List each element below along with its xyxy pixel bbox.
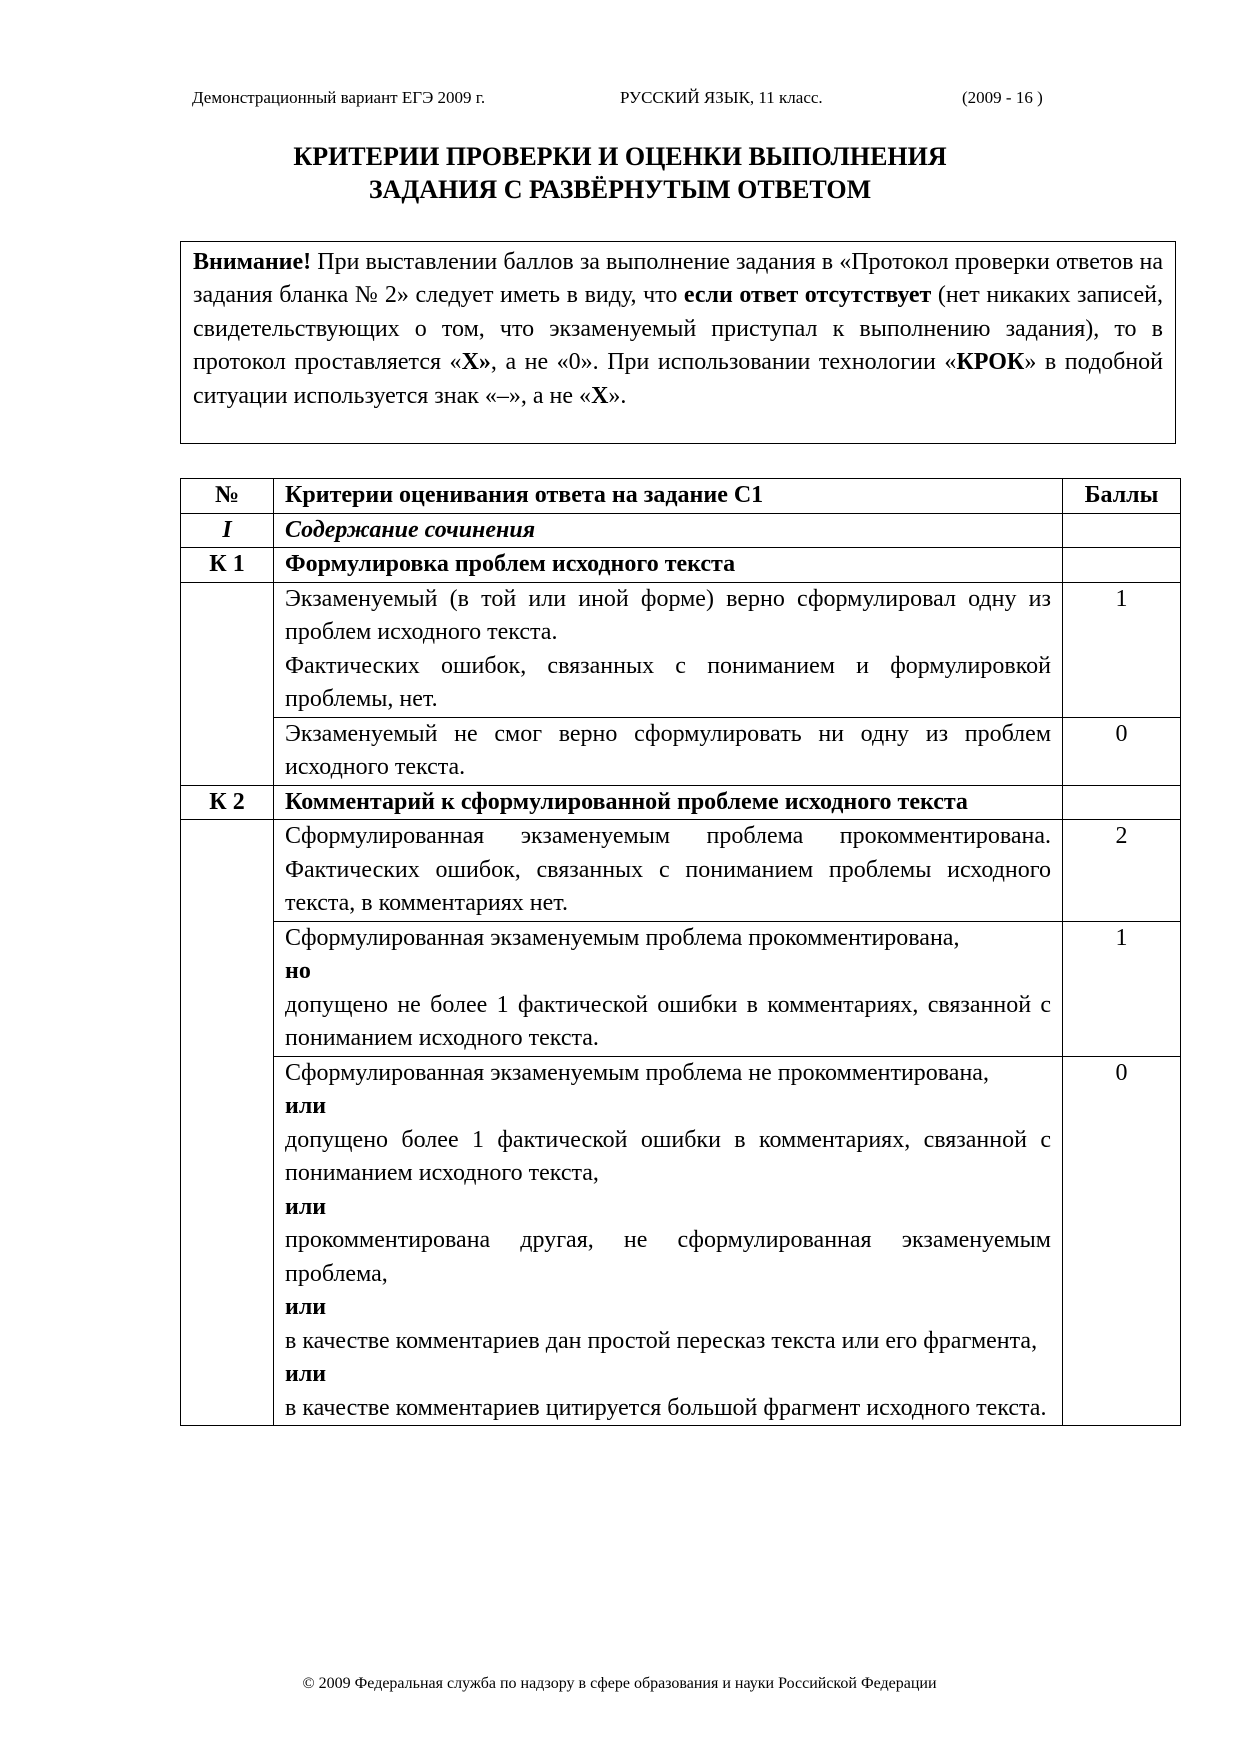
k2-criterion-3-text-2: допущено более 1 фактической ошибки в комментариях, связанной с пониманием исходного текста, xyxy=(285,1126,1051,1186)
k2-title-row xyxy=(181,785,1181,820)
k2-criterion-3 xyxy=(274,1056,1063,1426)
k1-num-empty xyxy=(181,582,274,785)
notice-text-4: » в подобной ситуации используется знак «–», а не « xyxy=(193,349,1164,409)
k2-criterion-2-points: 1 xyxy=(1063,921,1181,1056)
k2-num: К 2 xyxy=(181,785,274,820)
k2-num-empty xyxy=(181,820,274,1426)
k2-criterion-2-sep: но xyxy=(285,958,311,984)
k1-criterion-1-text-1: Экзаменуемый (в той или иной форме) верно сформулировал одну из проблем исходного текста. xyxy=(285,585,1051,645)
k2-criterion-3-sep-2: или xyxy=(285,1193,327,1220)
k2-title: Комментарий к сформулированной проблеме исходного текста xyxy=(274,785,1063,820)
notice-bold-x-2: Х xyxy=(591,382,609,409)
page-footer: © 2009 Федеральная служба по надзору в сфере образования и науки Российской Федерации xyxy=(302,1675,937,1692)
title-line-1: КРИТЕРИИ ПРОВЕРКИ И ОЦЕНКИ ВЫПОЛНЕНИЯ xyxy=(293,142,947,171)
section-title: Содержание сочинения xyxy=(274,513,1063,548)
page-title xyxy=(170,140,1070,206)
attention-notice xyxy=(180,241,1176,444)
k1-title: Формулировка проблем исходного текста xyxy=(274,548,1063,583)
notice-bold-no-answer: если ответ отсутствует xyxy=(683,282,932,309)
k2-criterion-3-sep-3: или xyxy=(285,1294,327,1320)
k2-criterion-2 xyxy=(274,921,1063,1056)
criteria-table xyxy=(180,478,1181,1426)
k1-num: К 1 xyxy=(181,548,274,583)
notice-bold-krok: КРОК xyxy=(956,349,1025,376)
section-row xyxy=(181,513,1181,548)
k1-criterion-1-text-2: Фактических ошибок, связанных с пониманием и формулировкой проблемы, нет. xyxy=(285,652,1051,712)
k2-criterion-1-points: 2 xyxy=(1063,820,1181,922)
section-points xyxy=(1063,513,1181,548)
notice-text-5: ». xyxy=(608,382,627,409)
k1-criterion-2-points: 0 xyxy=(1063,717,1181,785)
page-header xyxy=(192,88,1072,112)
k2-criterion-3-points: 0 xyxy=(1063,1056,1181,1426)
section-num: I xyxy=(181,513,274,548)
table-row xyxy=(181,820,1181,922)
notice-text-1: При выставлении баллов за выполнение задания в «Протокол проверки ответов на задания бланка № 2» следует иметь в виду, что xyxy=(193,249,1163,309)
notice-attention-label: Внимание! xyxy=(193,249,312,275)
k1-points-empty xyxy=(1063,548,1181,583)
header-points: Баллы xyxy=(1063,479,1181,514)
k2-criterion-3-sep-4: или xyxy=(285,1361,327,1387)
k1-title-row xyxy=(181,548,1181,583)
k2-criterion-3-sep-1: или xyxy=(285,1093,327,1119)
k2-points-empty xyxy=(1063,785,1181,820)
header-left: Демонстрационный вариант ЕГЭ 2009 г. xyxy=(192,88,486,107)
k2-criterion-3-text-4: в качестве комментариев дан простой пересказ текста или его фрагмента, xyxy=(285,1327,1038,1354)
k2-criterion-2-text-2: допущено не более 1 фактической ошибки в комментариях, связанной с пониманием исходного текста. xyxy=(285,991,1051,1051)
header-criteria: Критерии оценивания ответа на задание С1 xyxy=(274,479,1063,514)
notice-text-2: (нет никаких записей, свидетельствующих о том, что экзаменуемый приступал к выполнению задания), то в протокол проставляется « xyxy=(193,282,1164,376)
header-right: (2009 - 16 ) xyxy=(962,88,1043,107)
table-row xyxy=(181,717,1181,785)
k2-criterion-1: Сформулированная экзаменуемым проблема прокомментирована. Фактических ошибок, связанных с пониманием проблемы исходного текста, в комментариях нет. xyxy=(274,820,1063,922)
table-header-row xyxy=(181,479,1181,514)
header-num: № xyxy=(181,479,274,514)
k2-criterion-3-text-3: прокомментирована другая, не сформулированная экзаменуемым проблема, xyxy=(285,1227,1051,1287)
header-center: РУССКИЙ ЯЗЫК, 11 класс. xyxy=(620,88,823,107)
table-row xyxy=(181,1056,1181,1426)
k1-criterion-1-points: 1 xyxy=(1063,582,1181,717)
table-row xyxy=(181,921,1181,1056)
k2-criterion-3-text-5: в качестве комментариев цитируется большой фрагмент исходного текста. xyxy=(285,1394,1047,1421)
k1-criterion-2: Экзаменуемый не смог верно сформулировать ни одну из проблем исходного текста. xyxy=(274,717,1063,785)
notice-bold-x: Х» xyxy=(461,349,491,376)
k1-criterion-1 xyxy=(274,582,1063,717)
title-line-2: ЗАДАНИЯ С РАЗВЁРНУТЫМ ОТВЕТОМ xyxy=(368,175,872,204)
table-row xyxy=(181,582,1181,717)
k2-criterion-3-text-1: Сформулированная экзаменуемым проблема не прокомментирована, xyxy=(285,1059,989,1086)
k2-criterion-2-text-1: Сформулированная экзаменуемым проблема прокомментирована, xyxy=(285,924,960,951)
notice-text-3: , а не «0». При использовании технологии « xyxy=(490,349,957,376)
